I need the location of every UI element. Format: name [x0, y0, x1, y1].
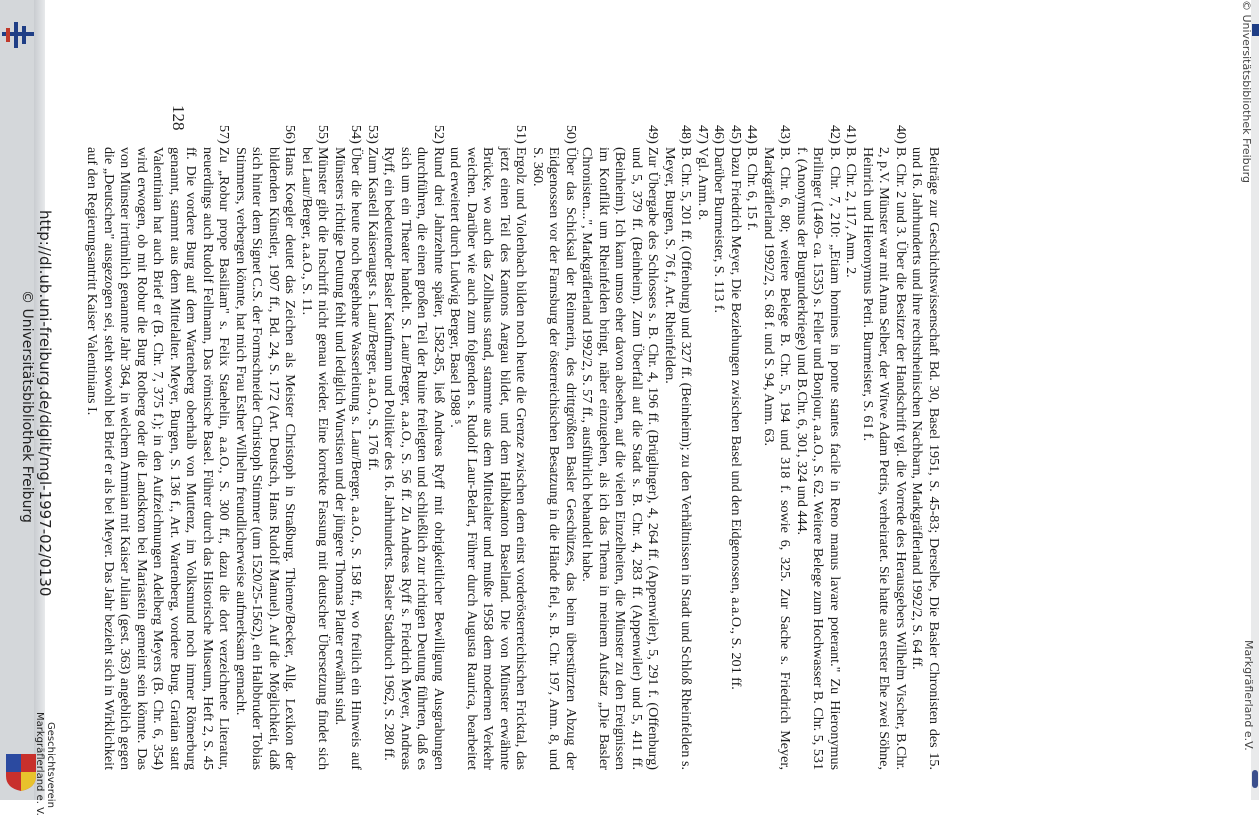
footnote-text: Vgl. Anm. 8.	[695, 147, 711, 221]
footnote-text: Über das Schicksal der Reinnerin, des drittgrößten Basler Geschützes, das beim überstürzten Abzug der Eidgenossen vor der Farnsburg der österreichischen Besatzung in die Hände fiel, s. B. Chr. 197, Anm. 8, und S. 360.	[530, 147, 579, 770]
footnote-text: Zu „Robur prope Basiliam" s. Felix Staehelin, a.a.O., S. 300 ff., dazu die dort verzeichnete Literatur, neuerdings auch Rudolf Fellmann, Das römische Basel. Führer durch das Historische Museum, Heft 2, S. 45 ff. Die vordere Burg auf dem Wartenberg oberhalb von Muttenz, im Volksmund noch immer Römerburg genannt, stammt aus dem Mittelalter. Meyer, Burgen, S. 136 f., Art. Wartenberg, vordere Burg. Gratian statt Valentinian hat auch Brief er (B. Chr. 7, 375 f.); in den Aufzeichnungen Adelberg Meyers (B. Chr. 6, 354) wird erwogen, ob mit Robur die Burg Rotberg oder die Landskron bei Mariastein gemeint sein könnte. Das von Münster irrtümlich genannte Jahr 364, in welchem Ammian mit Kaiser Julian (gest. 363) angeblich gegen die „Deutschen" ausgezogen sei, steht sowohl bei Brief er als bei Meyer. Das Jahr bezieht sich in Wirklichkeit auf den Regierungsantritt Kaiser Valentinians I.	[84, 147, 233, 770]
top-cut-label: © Universitätsbibliothek Freiburg	[1240, 0, 1253, 183]
footnote-number: 49)	[645, 125, 662, 144]
footnote-number: 57)	[216, 125, 233, 144]
university-logo-icon	[2, 22, 34, 48]
footnote-item	[843, 125, 860, 770]
footnote-item	[530, 125, 580, 770]
footnote-number: 50)	[563, 125, 579, 144]
footnote-item	[579, 125, 662, 770]
footnote-item	[744, 125, 761, 770]
footnote-text: Über die heute noch begehbare Wasserleitung s. Laur/Berger, a.a.O., S. 158 ff., wo freilich ein Hinweis auf Münsters richtige Deutung fehlt und lediglich Wurstisen und der jüngere Thomas Platter erwähnt sind.	[332, 147, 365, 770]
footnote-item	[381, 125, 447, 770]
geschichtsverein-seal-icon	[4, 752, 38, 792]
org-label-1: Geschichtsverein	[45, 722, 56, 808]
footnote-number	[909, 125, 942, 147]
org-label-2: Markgräflerland e. V.	[34, 712, 45, 816]
footnote-number: 47)	[695, 125, 711, 144]
footnote-item	[711, 125, 728, 770]
footnote-text: Zum Kastell Kaiseraugst s. Laur/Berger, a.a.O., S. 176 ff.	[365, 147, 381, 471]
footnote-item	[365, 125, 382, 770]
footnote-text: B. Chr. 7, 210: „Etiam homines in ponte stantes facile in Reno manus lavare poterant." Zu Hieronymus Brilinger (1469- ca. 1535) s. Feller und Bonjour, a.a.O., S. 62. Weitere Belege zum Hochwasser B. Chr. 5, 531 f. (Anonymus der Burgunderkriege) und B.Chr. 6, 301, 324 und 444.	[794, 147, 843, 770]
source-url[interactable]: http://dl.ub.uni-freiburg.de/diglit/mgl-1997-02/0130	[36, 210, 54, 597]
edge-seal-icon	[1252, 770, 1258, 788]
footnote-text: B. Chr. 5, 201 ff. (Offenburg) und 327 ff. (Beinheim); zu den Verhältnissen in Stadt und Schloß Rheinfelden s. Meyer, Burgen, S. 76 f., Art. Rheinfelden.	[662, 147, 695, 770]
footnote-number: 53)	[365, 125, 381, 144]
footnote-number: 55)	[315, 125, 332, 144]
top-right-cut-label: Markgräflerland e.V.	[1242, 640, 1255, 751]
footnote-number: 51)	[513, 125, 530, 144]
footnote-item	[909, 125, 942, 770]
footnote-text: Beiträge zur Geschichtswissenschaft Bd. 30, Basel 1951, S. 45-83; Derselbe, Die Basler Chronisten des 15. und 16. Jahrhunderts und ihre rechtsrheinischen Nachbarn, Markgräflerland 1992/2, S. 64 ff.	[909, 147, 942, 770]
footnote-number: 43)	[777, 125, 794, 144]
footnote-text: B. Chr. 6, 15 f.	[744, 147, 761, 231]
footnote-number: 45)	[728, 125, 744, 144]
footnote-text: Darüber Burmeister, S. 113 f.	[711, 147, 728, 314]
footnote-number: 54)	[348, 125, 365, 144]
footnote-item	[728, 125, 745, 770]
footnote-item	[233, 125, 299, 770]
footnotes-list	[84, 125, 942, 770]
footnote-item	[447, 125, 530, 770]
footnote-number: 41)	[843, 125, 860, 144]
footnote-item	[299, 125, 332, 770]
footnote-item	[662, 125, 695, 770]
footnote-number: 48)	[678, 125, 695, 144]
edge-marker-icon	[1252, 24, 1259, 36]
page-number: 128	[169, 105, 188, 131]
copyright-label: © Universitätsbibliothek Freiburg	[19, 290, 35, 523]
footnote-text: Hans Koegler deutet das Zeichen als Meister Christoph in Straßburg. Thieme/Becker, Allg. Lexikon der bildenden Künstler, 1907 ff., Bd. 24, S. 172 (Art. Deutsch, Hans Rudolf Manuel). Auf die Möglichkeit, daß sich hinter dem Signet C.S. der Formschneider Christoph Stimmer (um 1520/25-1562), ein Halbbruder Tobias Stimmers, verbergen könnte, hat mich Frau Esther Wilhelm freundlicherweise aufmerksam gemacht.	[233, 147, 299, 770]
footnote-number: 40)	[893, 125, 909, 144]
footnote-number: 42)	[827, 125, 843, 144]
footnote-text: Rund drei Jahrzehnte später, 1582-85, ließ Andreas Ryff mit obrigkeitlicher Bewilligung Ausgrabungen durchführen, die einen großen Teil der Ruine freilegten und schließlich zur richtigen Deutung führten, daß es sich um ein Theater handelt. S. Laur/Berger, a.a.O., S. 56 ff. Zu Andreas Ryff s. Friedrich Meyer, Andreas Ryff, ein bedeutender Basler Kaufmann und Politiker des 16. Jahrhunderts. Basler Stadtbuch 1962, S. 280 ff.	[381, 147, 447, 770]
footnote-item	[84, 125, 233, 770]
footnote-text: B. Chr. 2, 117, Anm. 2.	[843, 147, 860, 278]
footnote-text: Dazu Friedrich Meyer, Die Beziehungen zwischen Basel und den Eidgenossen, a.a.O., S. 201 ff.	[728, 147, 744, 690]
footnote-text: Zur Übergabe des Schlosses s. B. Chr. 4, 196 ff. (Brüglinger), 4, 264 ff. (Appenwiler), 5, 291 f. (Offenburg) und 5, 379 ff. (Beinheim). Zum Überfall auf die Stadt s. B. Chr. 4, 283 ff. (Appenwiler) und 5, 411 ff. (Beinheim). Ich kann umso eher davon absehen, auf die vielen Einzelheiten, die Münster zu den Ereignissen im Konflikt um Rheinfelden bringt, näher einzugehen, als ich das Thema in meinem Aufsatz „Die Basler Chronisten...", Markgräflerland 1992/2, S. 57 ff., ausführlich behandelt habe.	[579, 147, 662, 770]
footnote-text: B. Chr. 2 und 3. Über die Besitzer der Handschrift vgl. die Vorrede des Herausgebers Wilhelm Vischer, B.Chr. 2, p.V. Münster war mit Anna Selber, der Witwe Adam Petris, verheiratet. Sie hatte aus erster Ehe zwei Söhne, Heinrich und Hieronymus Petri. Burmeister, S. 61 f.	[860, 147, 909, 770]
footnote-text: B. Chr. 6, 80; weitere Belege B. Chr. 5, 194 und 318 f. sowie 6, 325. Zur Sache s. Friedrich Meyer, Markgräflerland 1992/2, S. 68 f. und S. 94, Anm. 63.	[761, 147, 794, 770]
footnote-number: 52)	[431, 125, 447, 144]
footnote-text: Münster gibt die Inschrift nicht genau wieder. Eine korrekte Fassung mit deutscher Übersetzung findet sich bei Laur/Berger, a.a.O., S. 11.	[299, 147, 332, 770]
footnote-number: 44)	[744, 125, 761, 144]
footnote-text: Ergolz und Violenbach bilden noch heute die Grenze zwischen dem einst vorderösterreichischen Fricktal, das jetzt einen Teil des Kantons Aargau bildet, und dem Halbkanton Baselland. Die von Münster erwähnte Brücke, wo auch das Zollhaus stand, stammte aus dem Mittelalter und mußte 1958 dem modernen Verkehr weichen. Darüber wie auch zum folgenden s. Rudolf Laur-Belart, Führer durch Augusta Raurica, bearbeitet und erweitert durch Ludwig Berger, Basel 1988 ⁵.	[447, 147, 530, 770]
footnote-item	[332, 125, 365, 770]
footnote-number: 56)	[282, 125, 299, 144]
footnote-item	[860, 125, 910, 770]
footnote-number: 46)	[711, 125, 728, 144]
footnote-item	[761, 125, 794, 770]
footnote-item	[794, 125, 844, 770]
footnote-item	[695, 125, 712, 770]
